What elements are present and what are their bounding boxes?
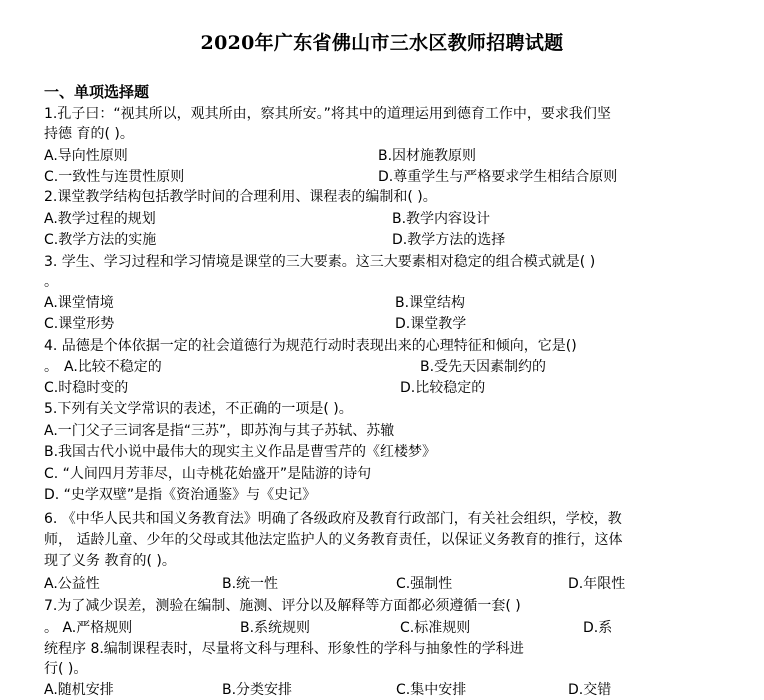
q7-option-c: C.标准规则: [400, 620, 471, 636]
q7-text-line1: 7.为了减少误差，测验在编制、施测、评分以及解释等方面都必须遵循一套( ): [44, 598, 521, 614]
q7-option-d: D.系: [583, 620, 613, 636]
q3-option-a: A.课堂情境: [44, 295, 114, 311]
q1-option-a: A.导向性原则: [44, 148, 128, 164]
q8-option-d: D.交错: [568, 682, 612, 698]
q6-option-d: D.年限性: [568, 576, 626, 592]
q1-option-b: B.因材施教原则: [378, 148, 477, 164]
q4-option-b: B.受先天因素制约的: [420, 359, 547, 375]
q8-option-a: A.随机安排: [44, 682, 114, 698]
q2-option-c: C.教学方法的实施: [44, 232, 157, 248]
q7-option-b: B.系统规则: [240, 620, 311, 636]
section-heading: 一、单项选择题: [44, 83, 150, 101]
q6-option-a: A.公益性: [44, 576, 100, 592]
q2-option-b: B.教学内容设计: [392, 211, 491, 227]
q1-option-c: C.一致性与连贯性原则: [44, 169, 185, 185]
q6-text-line2: 师， 适龄儿童、少年的父母或其他法定监护人的义务教育责任，以保证义务教育的推行，这体: [44, 532, 623, 548]
q3-text-line1: 3. 学生、学习过程和学习情境是课堂的三大要素。这三大要素相对稳定的组合模式就是( ): [44, 254, 596, 270]
q8-option-c: C.集中安排: [396, 682, 467, 698]
q7-text-line4: 行( )。: [44, 661, 88, 677]
q3-option-b: B.课堂结构: [395, 295, 466, 311]
q5-option-b: B.我国古代小说中最伟大的现实主义作品是曹雪芹的《红楼梦》: [44, 444, 437, 460]
q4-option-a: A.比较不稳定的: [64, 359, 162, 375]
q5-option-a: A.一门父子三词客是指“三苏”，即苏洵与其子苏轼、苏辙: [44, 423, 395, 439]
q4-text-line1: 4. 品德是个体依据一定的社会道德行为规范行动时表现出来的心理特征和倾向，它是(): [44, 338, 577, 354]
q6-option-b: B.统一性: [222, 576, 279, 592]
exam-title: 2020年广东省佛山市三水区教师招聘试题: [200, 32, 564, 54]
q5-text-line1: 5.下列有关文学常识的表述，不正确的一项是( )。: [44, 401, 353, 417]
q6-option-c: C.强制性: [396, 576, 453, 592]
q1-text-line1: 1.孔子曰：“视其所以，观其所由，察其所安。”将其中的道理运用到德育工作中，要求我们坚: [44, 106, 611, 122]
q2-option-d: D.教学方法的选择: [392, 232, 506, 248]
q7-option-a: 。 A.严格规则: [44, 620, 133, 636]
q2-text-line1: 2.课堂教学结构包括教学时间的合理利用、课程表的编制和( )。: [44, 189, 437, 205]
q3-option-c: C.课堂形势: [44, 316, 115, 332]
q8-option-b: B.分类安排: [222, 682, 293, 698]
q6-text-line1: 6. 《中华人民共和国义务教育法》明确了各级政府及教育行政部门，有关社会组织，学校，教: [44, 511, 622, 527]
q2-option-a: A.教学过程的规划: [44, 211, 156, 227]
q1-text-line2: 持德 育的( )。: [44, 126, 134, 142]
q5-option-d: D. “史学双壁”是指《资治通鉴》与《史记》: [44, 487, 317, 503]
q4-option-d: D.比较稳定的: [400, 380, 486, 396]
q4-option-c: C.时稳时变的: [44, 380, 129, 396]
q3-option-d: D.课堂教学: [395, 316, 467, 332]
q6-text-line3: 现了义务 教育的( )。: [44, 553, 176, 569]
q5-option-c: C. “人间四月芳菲尽，山寺桃花始盛开”是陆游的诗句: [44, 466, 372, 482]
q4-prefix: 。: [44, 359, 58, 375]
q7-text-line3: 统程序 8.编制课程表时，尽量将文科与理科、形象性的学科与抽象性的学科进: [44, 641, 524, 657]
q1-option-d: D.尊重学生与严格要求学生相结合原则: [378, 169, 618, 185]
q3-text-line2: 。: [44, 274, 58, 290]
